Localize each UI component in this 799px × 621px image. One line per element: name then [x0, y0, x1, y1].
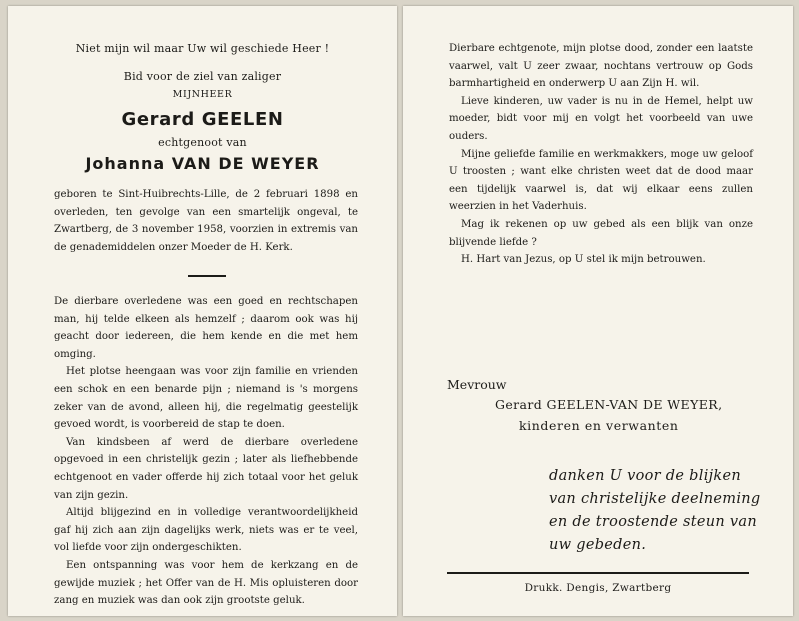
divider	[188, 275, 226, 277]
paragraph: H. Hart van Jezus, op U stel ik mijn betrouwen.	[461, 254, 706, 266]
printer-rule	[447, 572, 749, 574]
paragraph: Een ontspanning was voor hem de kerkzang en de gewijde muziek ; het Offer van de H. Mis opluisteren door zang en muziek was dan ook zijn grootste geluk.	[54, 559, 358, 607]
biography-text	[54, 293, 358, 610]
paragraph: Van kindsbeen af werd de dierbare overledene opgevoed in een christelijk gezin ; later als liefhebbende echtgenoot en vader offerde hij zich totaal voor het geluk van zijn gezin.	[54, 436, 358, 501]
salutation: Mevrouw	[447, 377, 507, 392]
paragraph: Altijd blijgezind en in volledige verantwoordelijkheid gaf hij zich aan zijn dagelijks werk, niets was er te veel, vol liefde voor zijn ondergeschikten.	[54, 507, 358, 554]
right-page	[403, 6, 793, 616]
paragraph: Mag ik rekenen op uw gebed als een blijk van onze blijvende liefde ?	[449, 218, 753, 248]
deceased-name: Gerard GEELEN	[121, 109, 284, 130]
thanks-line: van christelijke deelneming	[549, 491, 761, 507]
spouse-of: echtgenoot van	[158, 136, 247, 149]
thanks-line: danken U voor de blijken	[549, 468, 742, 484]
paragraph: Mijne geliefde familie en werkmakkers, moge uw geloof U troosten ; want elke christen weet dat de dood maar een tijdelijk vaarwel is, dat wij elkaar eens zullen weerzien in het Vaderhuis.	[449, 148, 753, 213]
paragraph: Het plotse heengaan was voor zijn familie en vrienden een schok en een benarde pijn ; niemand is 's morgens zeker van de avond, alleen hij, die regelmatig geestelijk gevoed wordt, is voorbereid de stap te doen.	[54, 366, 358, 431]
paragraph: Dierbare echtgenote, mijn plotse dood, zonder een laatste vaarwel, valt U zeer zwaar, nochtans vertrouw op Gods barmhartigheid en onderwerp U aan Zijn H. wil.	[449, 43, 753, 90]
pray-line: Bid voor de ziel van zaliger	[123, 70, 282, 83]
family-rest: kinderen en verwanten	[519, 418, 679, 433]
paragraph: De dierbare overledene was een goed en rechtschapen man, hij telde elkeen als hemzelf ; daarom ook was hij geacht door iedereen, die hem kende en die met hem omging.	[54, 296, 358, 360]
thanks-line: en de troostende steun van	[549, 514, 757, 530]
printer-imprint: Drukk. Dengis, Zwartberg	[524, 582, 672, 594]
family-name: Gerard GEELEN-VAN DE WEYER,	[495, 397, 723, 412]
birth-death: geboren te Sint-Huibrechts-Lille, de 2 februari 1898 en overleden, ten gevolge van een smartelijk ongeval, te Zwartberg, de 3 november 1958, voorzien in extremis van de genademiddelen onzer Moeder de H. Kerk.	[54, 189, 358, 253]
farewell-text	[449, 40, 753, 269]
spouse-name: Johanna VAN DE WEYER	[85, 154, 320, 173]
left-page	[8, 6, 397, 616]
thanks-line: uw gebeden.	[549, 537, 647, 553]
birth-death-text	[54, 186, 358, 256]
motto: Niet mijn wil maar Uw wil geschiede Heer !	[75, 42, 330, 55]
title-mijnheer: MIJNHEER	[172, 89, 233, 100]
paragraph: Lieve kinderen, uw vader is nu in de Hemel, helpt uw moeder, bidt voor mij en volgt het voorbeeld van uwe ouders.	[449, 95, 753, 142]
